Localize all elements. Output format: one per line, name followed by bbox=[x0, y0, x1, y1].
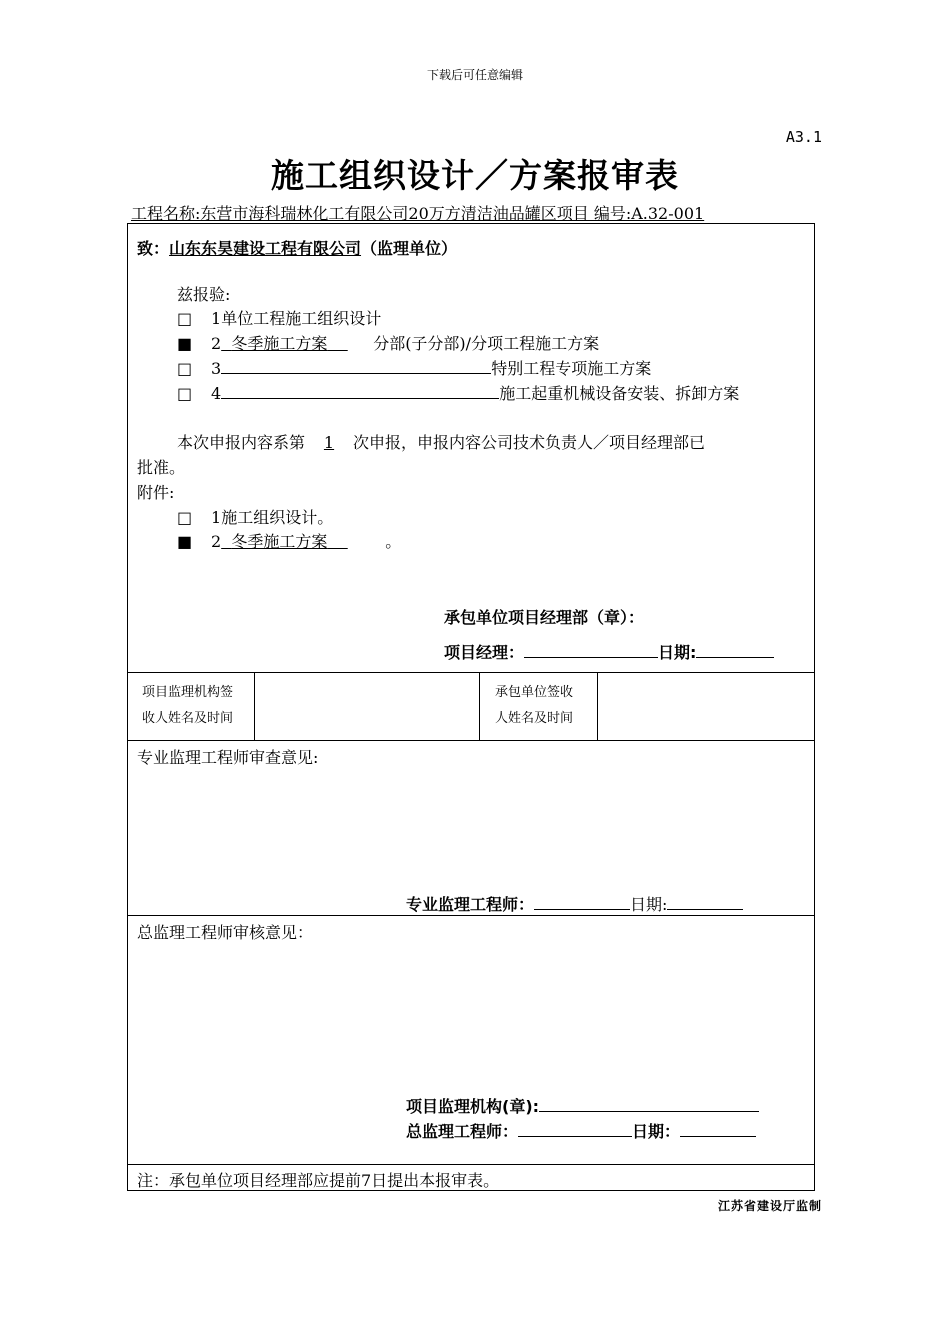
to-suffix: （监理单位） bbox=[361, 239, 458, 258]
attachment-2-fill-text: 冬季施工方案 bbox=[231, 532, 328, 551]
chief-sign-line bbox=[406, 1119, 756, 1142]
item-3-label: 特别工程专项施工方案 bbox=[491, 359, 652, 378]
item-row-2 bbox=[177, 331, 599, 354]
agency-seal-field[interactable] bbox=[539, 1097, 759, 1112]
checkbox-item-3[interactable]: □ bbox=[177, 359, 193, 378]
supervision-receipt-label-2: 收人姓名及时间 bbox=[142, 711, 234, 726]
checkbox-item-1[interactable]: □ bbox=[177, 309, 193, 328]
attachment-2-num: 2 bbox=[211, 532, 222, 551]
engineer-review-label: 专业监理工程师审查意见: bbox=[137, 748, 319, 767]
project-name-line: 工程名称:东营市海科瑞林化工有限公司20万方清洁油品罐区项目 编号:A.32-001 bbox=[131, 204, 705, 223]
supervision-receipt-label bbox=[142, 680, 233, 732]
contractor-receipt-field[interactable] bbox=[598, 673, 814, 739]
item-row-4 bbox=[177, 381, 739, 404]
pm-sign-field[interactable] bbox=[524, 643, 658, 658]
chief-sign-field[interactable] bbox=[518, 1122, 632, 1137]
attachments-label: 附件: bbox=[137, 483, 175, 502]
checkbox-item-4[interactable]: □ bbox=[177, 384, 193, 403]
divider bbox=[128, 740, 814, 741]
divider bbox=[479, 672, 480, 740]
attachment-1-label: 施工组织设计。 bbox=[221, 508, 334, 527]
issuer-note: 江苏省建设厅监制 bbox=[717, 1199, 822, 1213]
attachment-2-label: 。 bbox=[385, 532, 402, 551]
declaration-count[interactable]: 1 bbox=[323, 433, 335, 452]
supervision-company: 山东东昊建设工程有限公司 bbox=[169, 239, 362, 258]
agency-seal-line bbox=[406, 1094, 759, 1117]
item-1-num: 1 bbox=[211, 309, 222, 328]
divider bbox=[128, 915, 814, 916]
declaration-cont: 批准。 bbox=[137, 458, 186, 477]
item-row-1 bbox=[177, 306, 381, 329]
addressee-line bbox=[137, 236, 457, 259]
chief-review-field[interactable] bbox=[137, 946, 805, 1086]
header-note: 下载后可任意编辑 bbox=[426, 68, 523, 82]
engineer-date-label: 日期: bbox=[630, 895, 668, 914]
submit-intro: 兹报验: bbox=[177, 285, 231, 304]
attachment-row-1 bbox=[177, 505, 333, 528]
attachment-row-2 bbox=[177, 529, 401, 552]
agency-seal-label: 项目监理机构(章): bbox=[406, 1097, 540, 1116]
engineer-review-field[interactable] bbox=[137, 770, 805, 880]
declaration-pre: 本次申报内容系第 bbox=[177, 433, 306, 452]
attachment-2-fill[interactable] bbox=[221, 529, 385, 552]
chief-date-label: 日期： bbox=[632, 1122, 681, 1141]
pm-date-field[interactable] bbox=[696, 643, 774, 658]
engineer-sign-field[interactable] bbox=[534, 895, 630, 910]
item-4-fill-blank[interactable] bbox=[221, 384, 499, 399]
item-row-3 bbox=[177, 356, 651, 379]
pm-date-label: 日期: bbox=[658, 643, 697, 662]
page-title: 施工组织设计／方案报审表 bbox=[271, 156, 679, 195]
divider bbox=[128, 1164, 814, 1165]
chief-review-label: 总监理工程师审核意见： bbox=[137, 923, 314, 942]
item-2-fill[interactable] bbox=[221, 331, 373, 354]
engineer-sign-line bbox=[406, 892, 743, 915]
form-frame bbox=[127, 223, 815, 1191]
item-4-label: 施工起重机械设备安装、拆卸方案 bbox=[499, 384, 740, 403]
checkbox-attachment-1[interactable]: □ bbox=[177, 508, 193, 527]
form-code: A3.1 bbox=[785, 128, 822, 146]
item-2-fill-text: 冬季施工方案 bbox=[231, 334, 328, 353]
supervision-receipt-label-1: 项目监理机构签 bbox=[142, 685, 234, 700]
contractor-dept-seal: 承包单位项目经理部（章）： bbox=[444, 608, 645, 627]
contractor-receipt-label-1: 承包单位签收 bbox=[495, 685, 574, 700]
declaration-post: 次申报，申报内容公司技术负责人／项目经理部已 bbox=[353, 433, 706, 452]
to-prefix: 致： bbox=[137, 239, 170, 258]
pm-sign-line bbox=[444, 640, 774, 663]
checkbox-item-2[interactable]: ■ bbox=[177, 334, 193, 353]
item-4-num: 4 bbox=[211, 384, 222, 403]
contractor-receipt-label bbox=[495, 680, 573, 732]
engineer-sign-label: 专业监理工程师： bbox=[406, 895, 535, 914]
engineer-date-field[interactable] bbox=[667, 895, 743, 910]
item-3-num: 3 bbox=[211, 359, 222, 378]
declaration-line bbox=[177, 430, 705, 453]
item-2-label: 分部(子分部)/分项工程施工方案 bbox=[373, 334, 600, 353]
pm-label: 项目经理： bbox=[444, 643, 525, 662]
item-3-fill-blank[interactable] bbox=[221, 359, 491, 374]
chief-sign-label: 总监理工程师： bbox=[406, 1122, 519, 1141]
item-1-label: 单位工程施工组织设计 bbox=[221, 309, 382, 328]
form-note: 注：承包单位项目经理部应提前7日提出本报审表。 bbox=[137, 1171, 500, 1190]
contractor-receipt-label-2: 人姓名及时间 bbox=[495, 711, 574, 726]
item-2-num: 2 bbox=[211, 334, 222, 353]
attachment-1-num: 1 bbox=[211, 508, 222, 527]
checkbox-attachment-2[interactable]: ■ bbox=[177, 532, 193, 551]
supervision-receipt-field[interactable] bbox=[255, 673, 479, 739]
chief-date-field[interactable] bbox=[680, 1122, 756, 1137]
